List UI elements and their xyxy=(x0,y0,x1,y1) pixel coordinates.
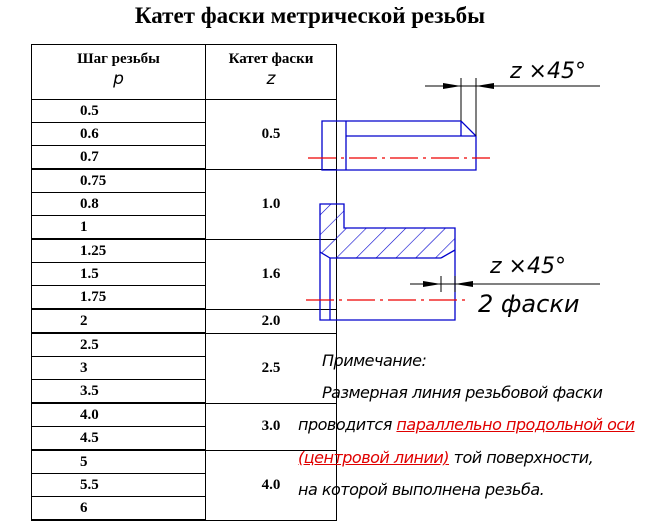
bottom-nut-view xyxy=(306,204,600,320)
top-bolt-outline xyxy=(322,121,476,170)
pitch-cell: 0.6 xyxy=(32,123,206,146)
header-chamfer-label: Катет фаски xyxy=(228,51,314,67)
pitch-cell: 3 xyxy=(32,357,206,380)
chamfer-cell: 4.0 xyxy=(206,450,337,520)
pitch-cell: 1.5 xyxy=(32,263,206,286)
bottom-arrow-left xyxy=(423,281,441,287)
note-line-3-suffix: той поверхности, xyxy=(449,448,594,467)
note-heading: Примечание: xyxy=(322,351,427,370)
pitch-cell: 6 xyxy=(32,497,206,521)
chamfer-cell: 1.6 xyxy=(206,239,337,309)
pitch-cell: 4.5 xyxy=(32,427,206,451)
chamfer-cell: 3.0 xyxy=(206,403,337,450)
pitch-cell: 0.8 xyxy=(32,193,206,216)
bottom-hatch-area xyxy=(320,204,455,258)
note-line-2-prefix: проводится xyxy=(298,415,397,434)
top-arrow-left xyxy=(443,83,461,89)
chamfer-cell: 1.0 xyxy=(206,169,337,239)
top-arrow-right xyxy=(476,83,494,89)
chamfer-cell: 2.0 xyxy=(206,309,337,333)
note-line-2-red: параллельно продольной оси xyxy=(396,415,635,434)
pitch-cell: 0.5 xyxy=(32,100,206,123)
pitch-cell: 0.75 xyxy=(32,169,206,193)
note-line-3 xyxy=(298,448,593,467)
pitch-cell: 5.5 xyxy=(32,474,206,497)
page-title: Катет фаски метрической резьбы xyxy=(134,3,486,28)
pitch-cell: 1.75 xyxy=(32,286,206,310)
note-line-3-red: (центровой линии) xyxy=(298,448,450,467)
bottom-chamfer-label: z ×45° xyxy=(490,254,566,279)
chamfer-cell: 0.5 xyxy=(206,100,337,170)
pitch-cell: 2.5 xyxy=(32,333,206,357)
chamfer-cell: 2.5 xyxy=(206,333,337,403)
header-pitch-symbol: p xyxy=(113,69,124,89)
bottom-arrow-right xyxy=(455,281,473,287)
pitch-cell: 5 xyxy=(32,450,206,474)
pitch-cell: 3.5 xyxy=(32,380,206,404)
top-bolt-view xyxy=(308,59,600,170)
pitch-cell: 0.7 xyxy=(32,146,206,170)
pitch-cell: 1 xyxy=(32,216,206,240)
note-line-2 xyxy=(298,415,635,434)
note-line-4: на которой выполнена резьба. xyxy=(298,480,545,499)
header-chamfer-symbol: z xyxy=(266,69,276,89)
two-chamfers-label: 2 фаски xyxy=(478,290,580,318)
pitch-cell: 4.0 xyxy=(32,403,206,427)
header-pitch-label: Шаг резьбы xyxy=(77,51,160,67)
note-line-1: Размерная линия резьбовой фаски xyxy=(322,383,603,402)
pitch-cell: 1.25 xyxy=(32,239,206,263)
pitch-cell: 2 xyxy=(32,309,206,333)
top-chamfer-label: z ×45° xyxy=(510,59,586,84)
